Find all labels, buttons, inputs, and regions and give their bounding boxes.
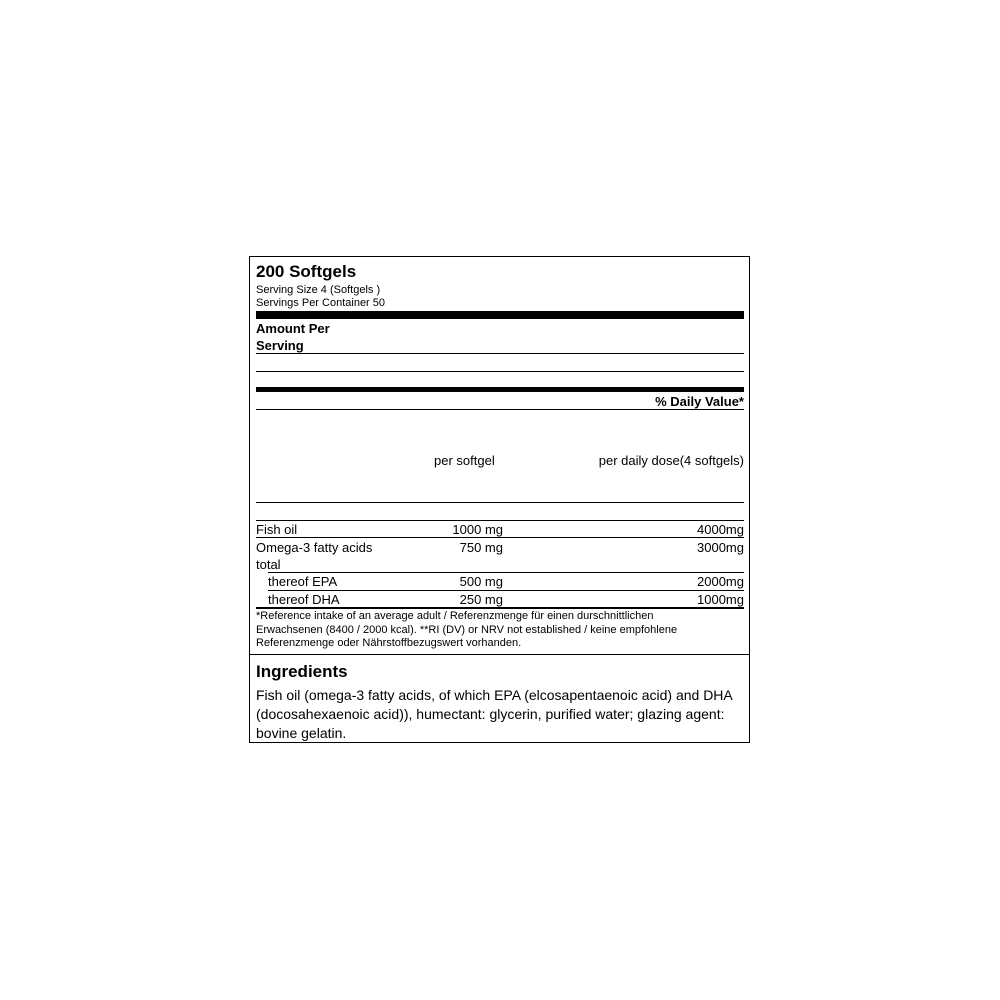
- serving-size: Serving Size 4 (Softgels ): [256, 284, 381, 296]
- row-dha-name: thereof DHA: [268, 592, 340, 607]
- column-header-per-daily-dose: per daily dose(4 softgels): [598, 453, 744, 468]
- row-omega3-per-softgel: 750 mg: [459, 540, 503, 555]
- amount-per-serving-line1: Amount Per: [256, 321, 330, 336]
- footnote-line2: Erwachsenen (8400 / 2000 kcal). **RI (DV) or NRV not established / keine empfohlene: [256, 624, 678, 636]
- row-omega3-name-line2: total: [256, 557, 281, 572]
- divider: [268, 572, 744, 573]
- amount-per-serving-line2: Serving: [256, 338, 304, 353]
- row-epa-per-softgel: 500 mg: [459, 574, 503, 589]
- section-divider: [250, 654, 749, 655]
- footnote-line1: *Reference intake of an average adult / Referenzmenge für einen durschnittlichen: [256, 610, 654, 622]
- ingredients-line3: bovine gelatin.: [256, 725, 347, 741]
- divider: [256, 607, 744, 609]
- ingredients-title: Ingredients: [256, 662, 348, 681]
- servings-per-container: Servings Per Container 50: [256, 297, 386, 309]
- ingredients-line2: (docosahexaenoic acid)), humectant: glycerin, purified water; glazing agent:: [256, 706, 725, 722]
- nutrition-label: [249, 256, 750, 743]
- row-fish-oil-per-softgel: 1000 mg: [452, 522, 503, 537]
- footnote-line3: Referenzmenge oder Nährstoffbezugswert vorhanden.: [256, 637, 522, 649]
- ingredients-line1: Fish oil (omega-3 fatty acids, of which EPA (elcosapentaenoic acid) and DHA: [256, 687, 733, 703]
- row-fish-oil-per-dose: 4000mg: [697, 522, 744, 537]
- medium-divider: [256, 387, 744, 392]
- row-fish-oil-name: Fish oil: [256, 522, 298, 537]
- row-epa-per-dose: 2000mg: [697, 574, 744, 589]
- thick-divider: [256, 311, 744, 319]
- divider: [256, 371, 744, 372]
- column-header-per-softgel: per softgel: [434, 453, 495, 468]
- divider: [256, 502, 744, 503]
- daily-value-header: % Daily Value*: [655, 394, 744, 409]
- divider: [256, 353, 744, 354]
- label-content: [256, 257, 744, 742]
- divider: [256, 409, 744, 410]
- divider: [256, 537, 744, 538]
- row-dha-per-softgel: 250 mg: [459, 592, 503, 607]
- product-title: 200 Softgels: [256, 262, 357, 281]
- row-omega3-name: Omega-3 fatty acids: [256, 540, 373, 555]
- row-dha-per-dose: 1000mg: [697, 592, 744, 607]
- row-omega3-per-dose: 3000mg: [697, 540, 744, 555]
- row-epa-name: thereof EPA: [268, 574, 338, 589]
